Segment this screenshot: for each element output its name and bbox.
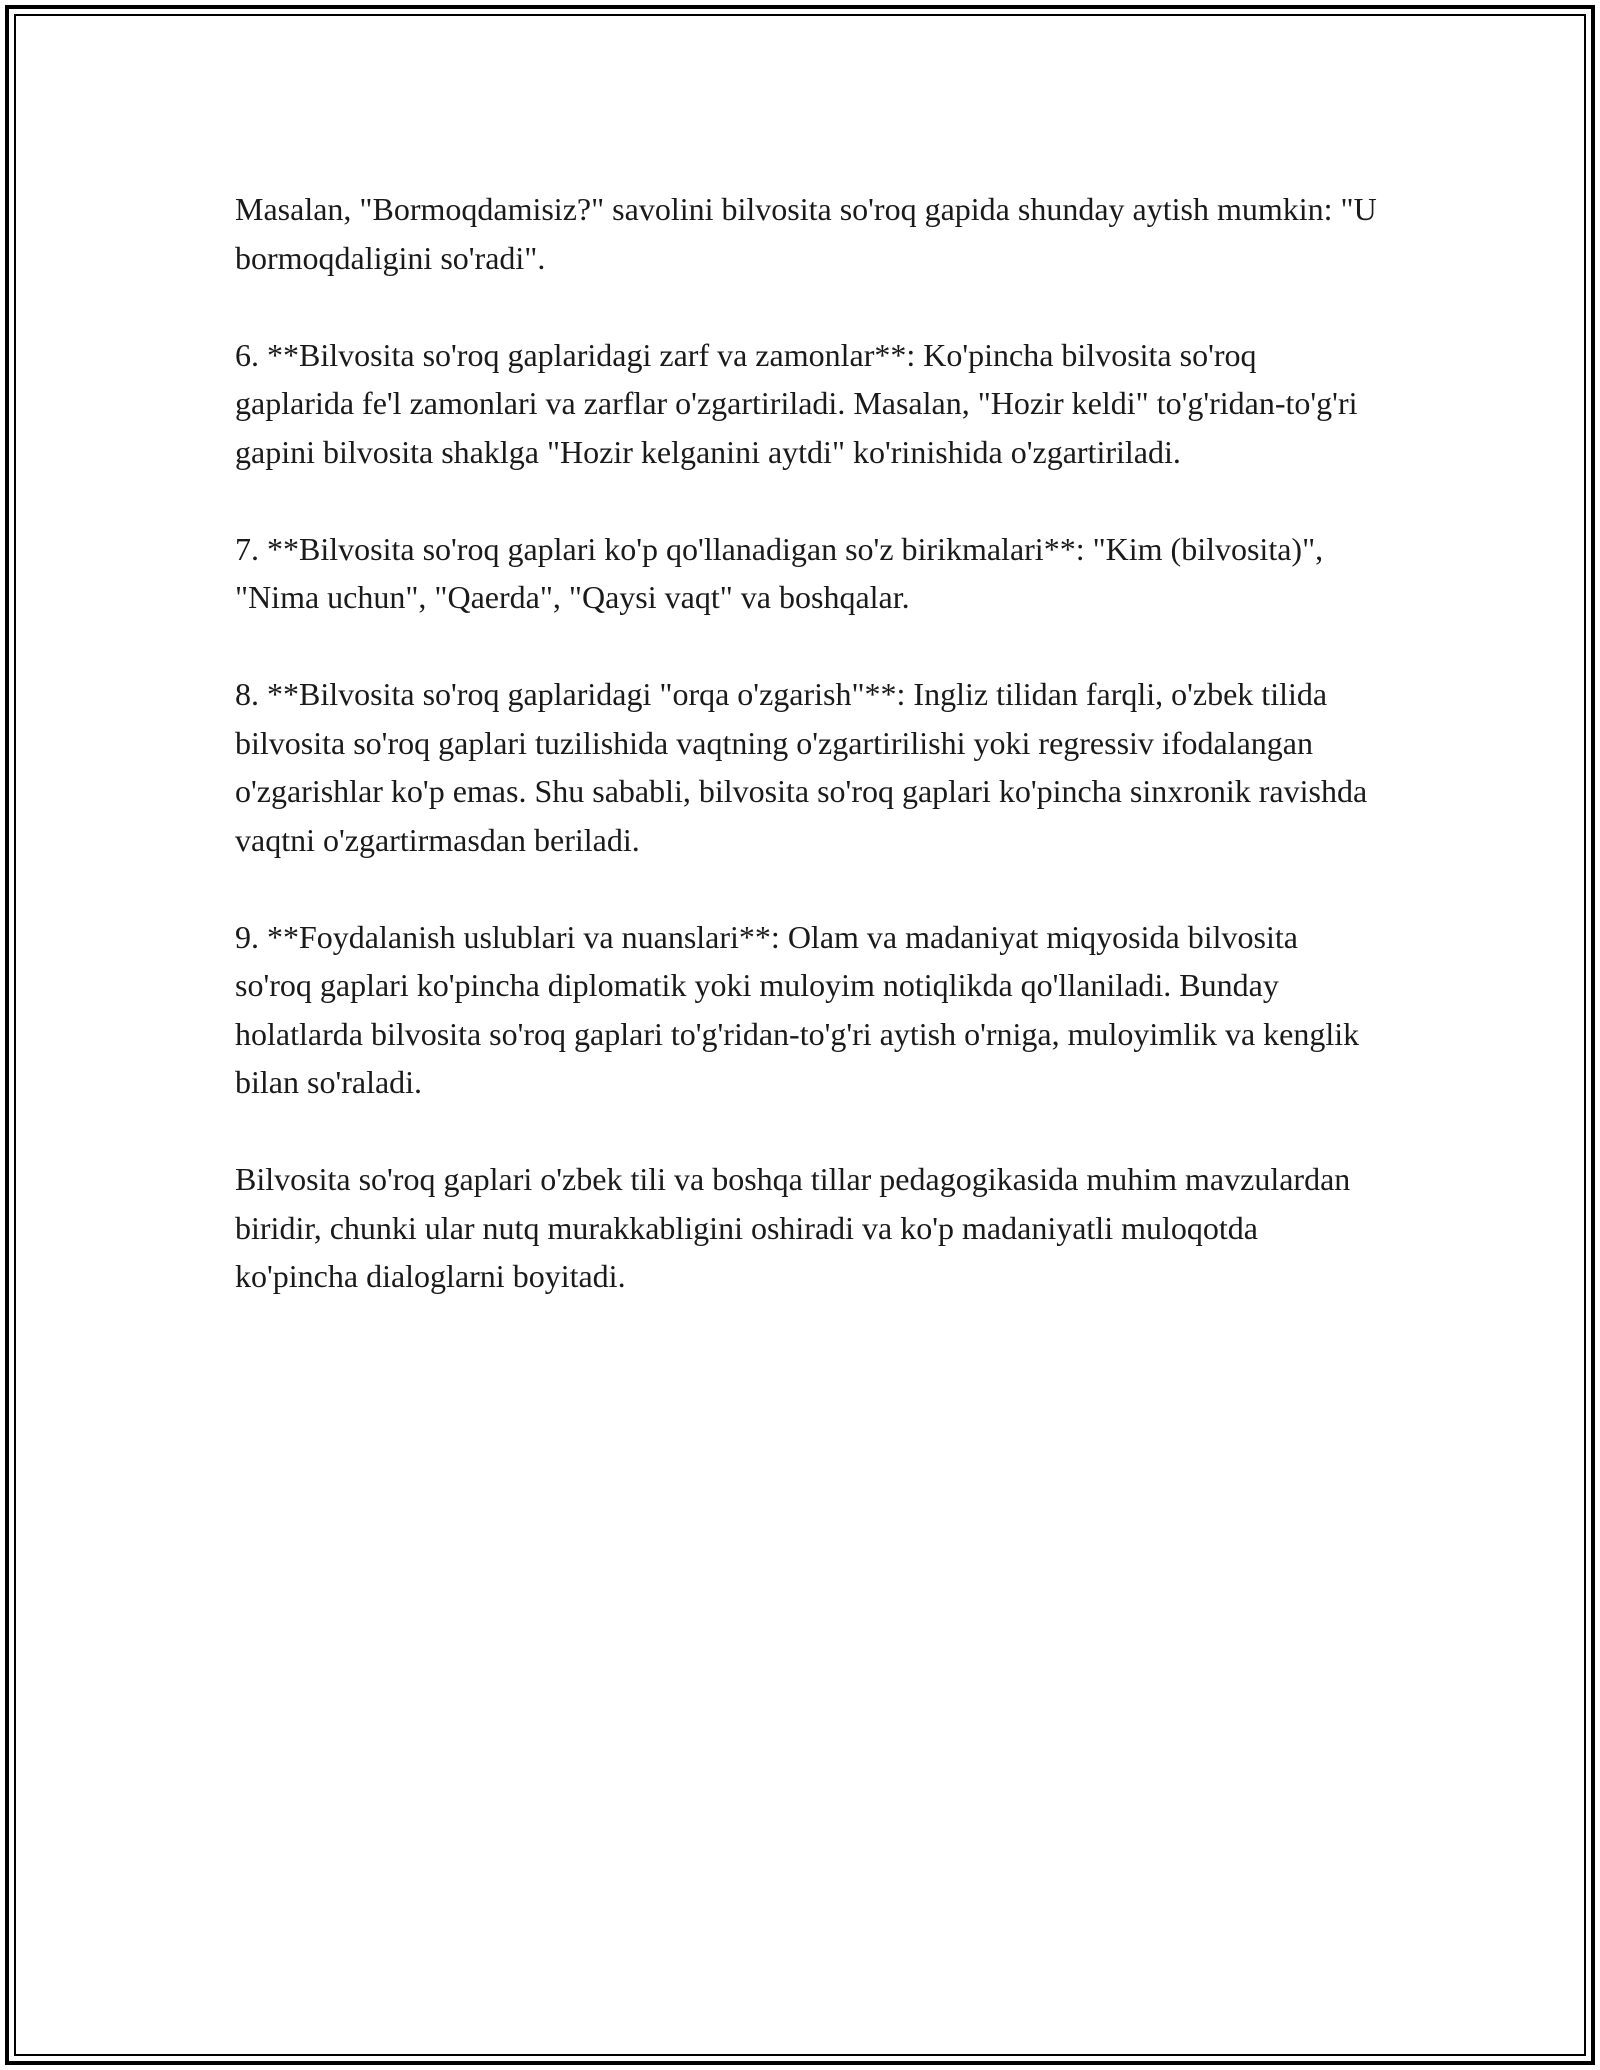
document-body [235, 185, 1380, 1349]
paragraph-item-8: 8. **Bilvosita so'roq gaplaridagi "orqa o'zgarish"**: Ingliz tilidan farqli, o'zbek tilida bilvosita so'roq gaplari tuzilishida vaqtning o'zgartirilishi yoki regressiv ifodalangan o'zgarishlar ko'p emas. Shu sababli, bilvosita so'roq gaplari ko'pincha sinxronik ravishda vaqtni o'zgartirmasdan beriladi. [235, 676, 1368, 858]
paragraph-item-6: 6. **Bilvosita so'roq gaplaridagi zarf va zamonlar**: Ko'pincha bilvosita so'roq gaplarida fe'l zamonlari va zarflar o'zgartiriladi. Masalan, "Hozir keldi" to'g'ridan-to'g'ri gapini bilvosita shaklga "Hozir kelganini aytdi" ko'rinishida o'zgartiriladi. [235, 336, 1358, 470]
paragraph-item-9: 9. **Foydalanish uslublari va nuanslari**: Olam va madaniyat miqyosida bilvosita so'roq gaplari ko'pincha diplomatik yoki muloyim notiqlikda qo'llaniladi. Bunday holatlarda bilvosita so'roq gaplari to'g'ridan-to'g'ri aytish o'rniga, muloyimlik va kenglik bilan so'raladi. [235, 918, 1360, 1100]
paragraph-conclusion: Bilvosita so'roq gaplari o'zbek tili va boshqa tillar pedagogikasida muhim mavzulardan biridir, chunki ular nutq murakkabligini oshiradi va ko'p madaniyatli muloqotda ko'pincha dialoglarni boyitadi. [235, 1161, 1351, 1294]
paragraph-item-7: 7. **Bilvosita so'roq gaplari ko'p qo'llanadigan so'z birikmalari**: "Kim (bilvosita)", "Nima uchun", "Qaerda", "Qaysi vaqt" va boshqalar. [235, 530, 1324, 615]
paragraph-example: Masalan, "Bormoqdamisiz?" savolini bilvosita so'roq gapida shunday aytish mumkin: "U bormoqdaligini so'radi". [235, 191, 1377, 276]
